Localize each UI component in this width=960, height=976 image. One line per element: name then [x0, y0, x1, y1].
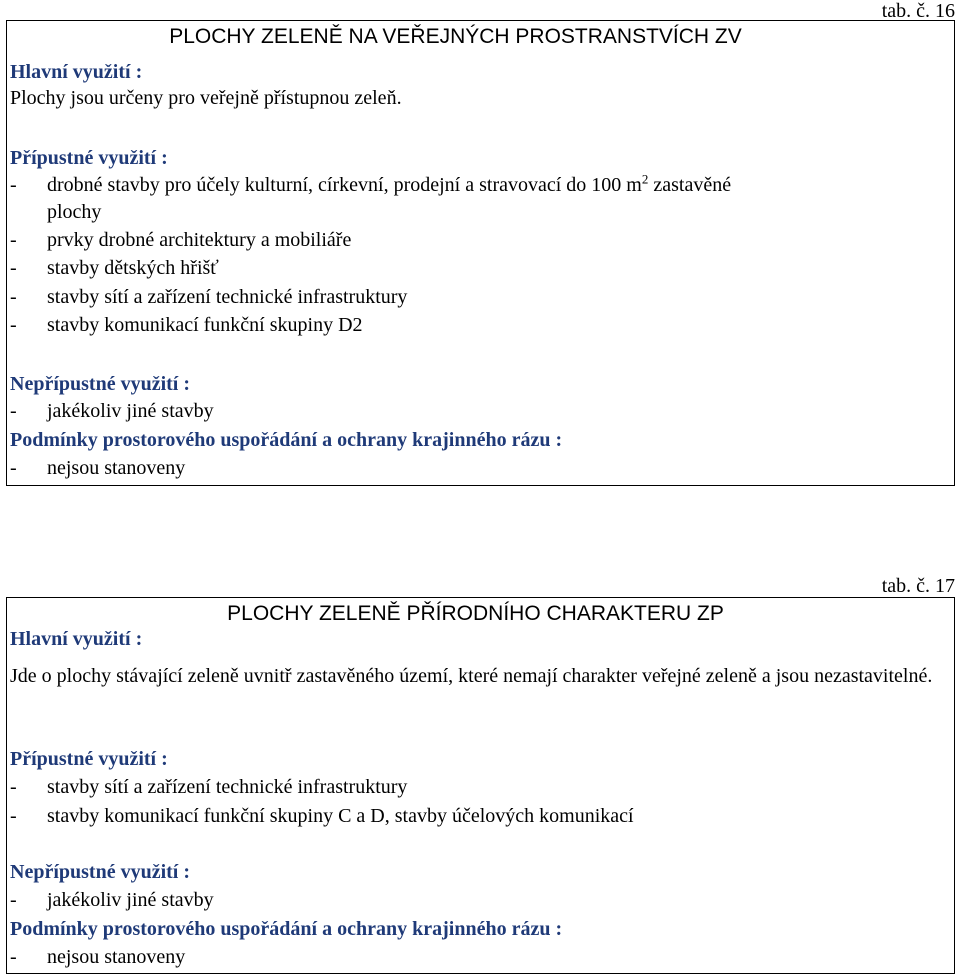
zoning-table-zp — [6, 575, 955, 975]
bullet-dash: - — [10, 286, 17, 308]
list-item-text: nejsou stanoveny — [47, 457, 186, 479]
table-number: tab. č. 17 — [881, 575, 955, 597]
bullet-dash: - — [10, 257, 17, 279]
bullet-dash: - — [10, 174, 17, 196]
conditions-heading: Podmínky prostorového uspořádání a ochrany krajinného rázu : — [10, 918, 563, 940]
bullet-dash: - — [10, 229, 17, 251]
permitted-use-heading: Přípustné využití : — [10, 748, 168, 770]
list-item — [10, 285, 951, 309]
table-title: PLOCHY ZELENĚ NA VEŘEJNÝCH PROSTRANSTVÍCH ZV — [169, 25, 742, 48]
bullet-dash: - — [10, 889, 17, 911]
list-item-text: drobné stavby pro účely kulturní, církevní, prodejní a stravovací do 100 $m^2$ zastavěné — [47, 171, 732, 196]
list-item — [10, 173, 951, 197]
conditions-heading: Podmínky prostorového uspořádání a ochrany krajinného rázu : — [10, 429, 563, 451]
forbidden-use-heading: Nepřípustné využití : — [10, 861, 190, 883]
list-item — [10, 256, 951, 280]
bullet-dash: - — [10, 805, 17, 827]
list-item — [10, 775, 951, 799]
list-item-text: jakékoliv jiné stavby — [47, 400, 214, 422]
list-item — [10, 313, 951, 337]
table-title: PLOCHY ZELENĚ PŘÍRODNÍHO CHARAKTERU ZP — [227, 602, 724, 625]
bullet-dash: - — [10, 400, 17, 422]
list-item-text: stavby komunikací funkční skupiny C a D, stavby účelových komunikací — [47, 805, 634, 827]
list-item-text: jakékoliv jiné stavby — [47, 889, 214, 911]
bullet-dash: - — [10, 314, 17, 336]
list-item — [10, 456, 951, 480]
zoning-table-zv — [6, 0, 955, 490]
bullet-dash: - — [10, 457, 17, 479]
list-item — [10, 804, 951, 828]
list-item-text: prvky drobné architektury a mobiliáře — [47, 229, 352, 251]
list-item-text: stavby komunikací funkční skupiny D2 — [47, 314, 363, 336]
main-use-heading: Hlavní využití : — [10, 61, 143, 83]
list-item — [10, 399, 951, 423]
list-item-text: stavby dětských hřišť — [47, 257, 219, 279]
list-item-text: stavby sítí a zařízení technické infrastruktury — [47, 776, 408, 798]
forbidden-use-heading: Nepřípustné využití : — [10, 373, 190, 395]
bullet-dash: - — [10, 776, 17, 798]
list-item — [10, 228, 951, 252]
main-use-heading: Hlavní využití : — [10, 628, 143, 650]
list-item — [10, 888, 951, 912]
bullet-dash: - — [10, 946, 17, 968]
list-item — [10, 945, 951, 969]
list-item-text: stavby sítí a zařízení technické infrastruktury — [47, 286, 408, 308]
permitted-use-heading: Přípustné využití : — [10, 147, 168, 169]
table-number: tab. č. 16 — [881, 0, 955, 22]
list-item-text: nejsou stanoveny — [47, 946, 186, 968]
list-item-continuation: plochy — [47, 201, 102, 223]
main-use-text: Plochy jsou určeny pro veřejně přístupnou zeleň. — [10, 87, 402, 109]
main-use-text: Jde o plochy stávající zeleně uvnitř zastavěného území, které nemají charakter veřejné zeleně a jsou nezastavitelné. — [10, 665, 933, 687]
